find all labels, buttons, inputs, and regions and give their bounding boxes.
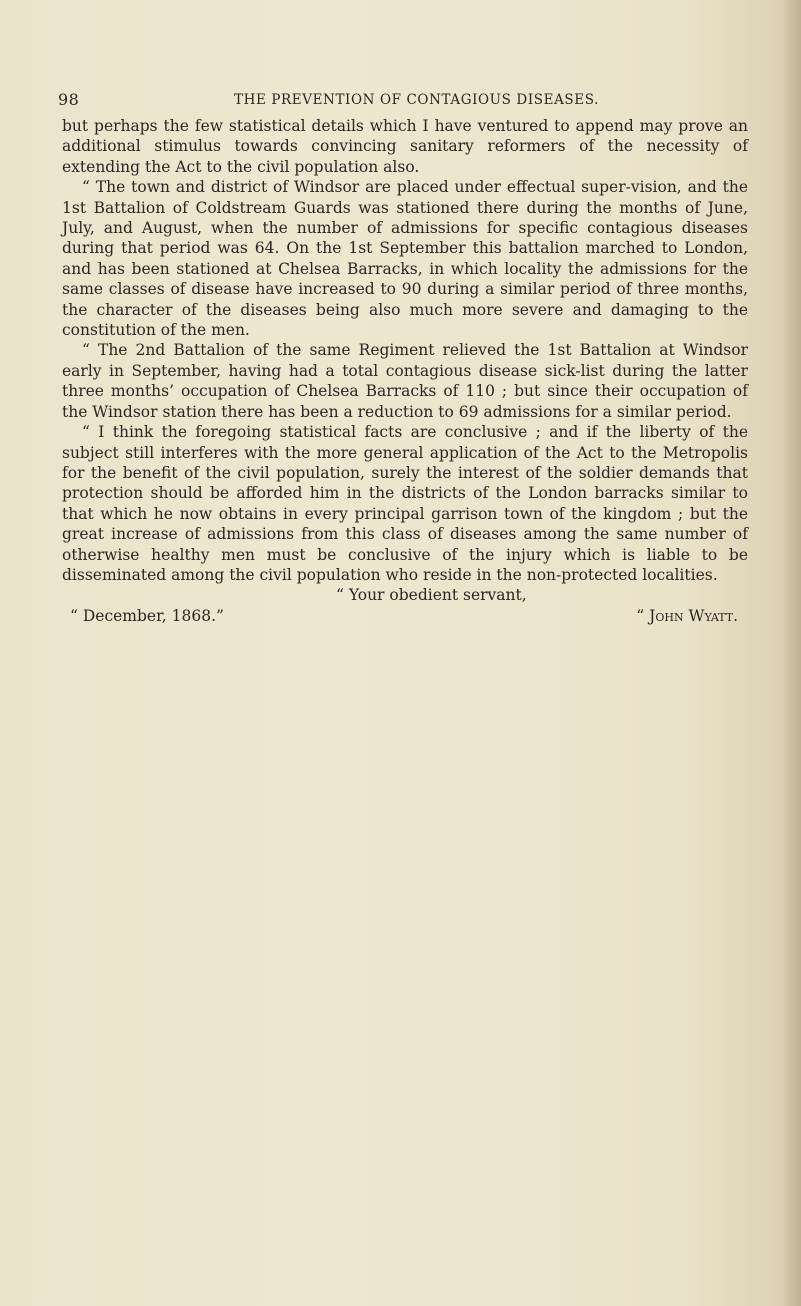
paragraph-2: “ The town and district of Windsor are placed under effectual super-vision, and the 1st Battalion of Coldstream Guards was stationed there during the months of June, July, and August, when the number of admissions for specific contagious diseases during that period was 64. On the 1st September this battalion marched to London, and has been stationed at Chelsea Barracks, in which locality the admissions for the same classes of disease have increased to 90 during a similar period of three months, the character of the diseases being also much more severe and damaging to the constitution of the men. bbox=[62, 178, 748, 340]
letter-body bbox=[62, 116, 748, 627]
paragraph-3: “ The 2nd Battalion of the same Regiment relieved the 1st Battalion at Windsor early in September, having had a total contagious disease sick-list during the latter three months’ occupation of Chelsea Barracks of 110 ; but since their occupation of the Windsor station there has been a reduction to 69 admissions for a similar period. bbox=[62, 341, 748, 421]
letter-signature: “ John Wyatt. bbox=[636, 606, 738, 625]
paragraph-4: “ I think the foregoing statistical facts are conclusive ; and if the liberty of the subject still interferes with the more general application of the Act to the Metropolis for the benefit of the civil population, surely the interest of the soldier demands that protection should be afforded him in the districts of the London barracks similar to that which he now obtains in every principal garrison town of the kingdom ; but the great increase of admissions from this class of diseases among the same number of otherwise healthy men must be conclusive of the injury which is liable to be disseminated among the civil population who reside in the non-protected localities. bbox=[62, 423, 748, 584]
paragraph-1: but perhaps the few statistical details which I have ventured to append may prove an additional stimulus towards convincing sanitary reformers of the necessity of extending the Act to the civil population also. bbox=[62, 117, 748, 176]
letter-closing: “ Your obedient servant, bbox=[336, 586, 527, 605]
page-edge-shadow bbox=[783, 0, 801, 1306]
page-number: 98 bbox=[58, 90, 80, 109]
running-head: THE PREVENTION OF CONTAGIOUS DISEASES. bbox=[234, 92, 599, 108]
page-header bbox=[58, 90, 746, 112]
letter-date: “ December, 1868.” bbox=[70, 607, 224, 626]
